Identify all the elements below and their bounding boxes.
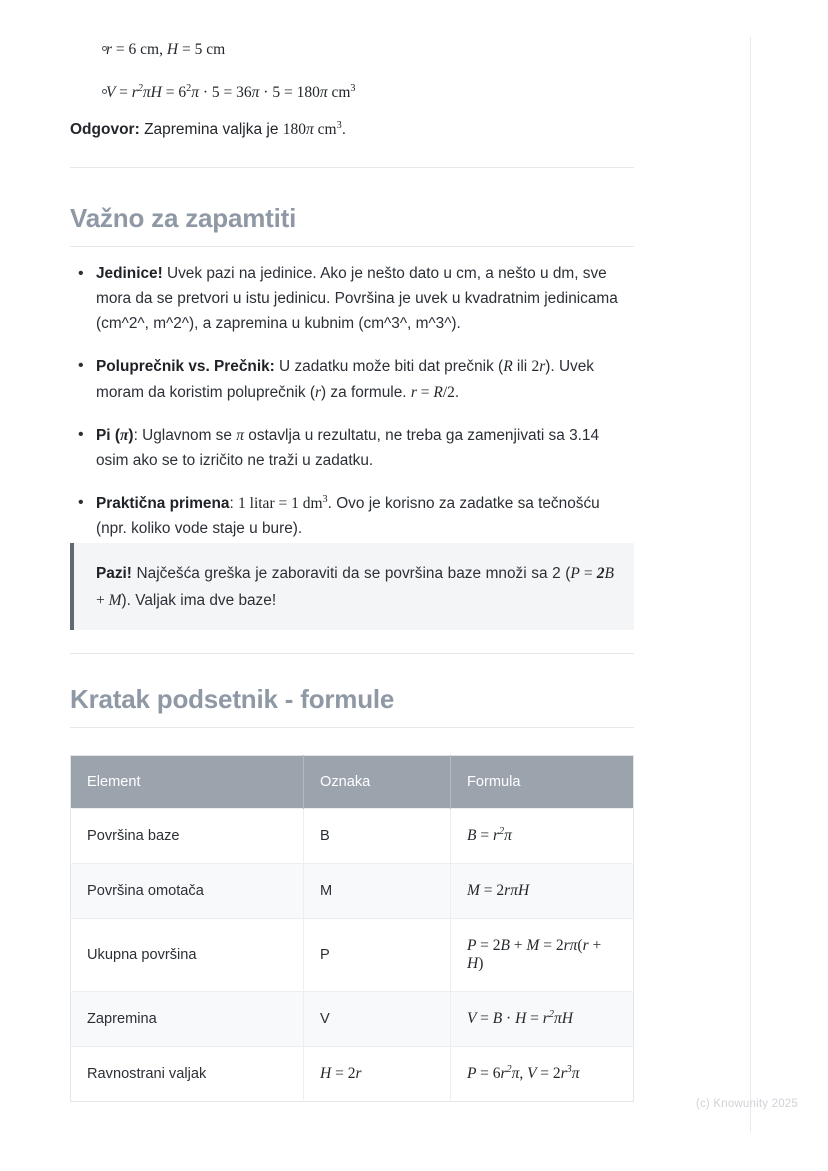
bullet-math-r-eq-R-2: r = R/2 bbox=[410, 383, 455, 401]
list-item bbox=[70, 354, 634, 406]
cell-oznaka: M bbox=[304, 864, 451, 919]
formula-total-area: P = 2B + M = 2rπ(r + H) bbox=[467, 937, 602, 972]
important-bullets-list bbox=[70, 262, 634, 542]
bullet-text-radius-5: . bbox=[454, 383, 460, 401]
column-header-formula: Formula bbox=[451, 756, 634, 809]
cell-element: Površina omotača bbox=[71, 864, 304, 919]
callout-text-2: ). Valjak ima dve baze! bbox=[121, 591, 277, 609]
answer-block bbox=[70, 118, 634, 142]
list-item bbox=[70, 262, 634, 337]
cell-element: Površina baze bbox=[71, 809, 304, 864]
important-bullets-block bbox=[70, 262, 634, 559]
formulas-table-block bbox=[70, 755, 634, 1102]
section-divider-top bbox=[70, 167, 634, 168]
answer-math: 180π $cm^3$ bbox=[282, 119, 342, 138]
bullet-lead-pi-symbol: π bbox=[119, 426, 129, 444]
formula-lateral-area: M = 2rπH bbox=[467, 882, 530, 899]
formula-base-area: $B = r^2\pi$ bbox=[467, 825, 512, 844]
bullet-math-r: r bbox=[314, 383, 322, 401]
list-item bbox=[70, 491, 634, 542]
solution-steps-list bbox=[70, 38, 634, 105]
bullet-text-practical-1: : bbox=[229, 494, 239, 512]
step-given-values: r = 6 cm, H = 5 cm bbox=[106, 41, 226, 58]
formulas-table bbox=[70, 755, 634, 1102]
bullet-math-2r: 2r bbox=[531, 357, 546, 375]
answer-text: Zapremina valjka je bbox=[144, 121, 283, 138]
step-volume-computation: $V = r^2\pi H = 6^2\pi \cdot 5 = 36\pi \cdot 5 = 180\pi$ $cm^3$ bbox=[106, 83, 356, 102]
bullet-text-radius-2: ili bbox=[512, 357, 532, 375]
bullet-lead-units: Jedinice! bbox=[96, 265, 163, 282]
bullet-math-liter: 1 litar = 1 $dm^3$ bbox=[238, 493, 328, 512]
bullet-math-pi: π bbox=[236, 426, 244, 444]
page-gutter-line bbox=[750, 37, 751, 1132]
cell-element: Ukupna površina bbox=[71, 919, 304, 992]
list-item bbox=[70, 81, 634, 104]
formula-volume: $V = B \cdot H = r^2\pi H$ bbox=[467, 1008, 573, 1027]
important-section bbox=[70, 203, 634, 247]
formula-equilateral: $P = 6r^2\pi$, $V = 2r^3\pi$ bbox=[467, 1063, 580, 1082]
warning-callout-block bbox=[70, 543, 634, 630]
bullet-math-R: R bbox=[503, 357, 513, 375]
cell-formula bbox=[451, 809, 634, 864]
cell-formula bbox=[451, 919, 634, 992]
page-title-formulas: Kratak podsetnik - formule bbox=[70, 684, 634, 728]
cell-element: Zapremina bbox=[71, 992, 304, 1047]
bullet-text-pi-2: ostavlja u rezultatu, ne treba ga zamenjivati sa 3.14 osim ako se to izričito ne traži u zadatku. bbox=[96, 426, 600, 469]
callout-lead: Pazi! bbox=[96, 565, 132, 582]
column-header-oznaka: Oznaka bbox=[304, 756, 451, 809]
list-item bbox=[70, 423, 634, 474]
cell-formula bbox=[451, 1047, 634, 1102]
bullet-text-radius-1: U zadatku može biti dat prečnik ( bbox=[274, 357, 504, 375]
bullet-lead-radius: Poluprečnik vs. Prečnik: bbox=[96, 357, 275, 375]
bullet-lead-practical: Praktična primena bbox=[96, 494, 230, 512]
table-row bbox=[71, 919, 634, 992]
formulas-section bbox=[70, 684, 634, 728]
table-header-row bbox=[71, 756, 634, 809]
cell-formula bbox=[451, 864, 634, 919]
callout-text-1: Najčešća greška je zaboraviti da se površina baze množi sa 2 ( bbox=[131, 565, 571, 582]
bullet-text-radius-4: ) za formule. bbox=[321, 383, 411, 401]
list-item bbox=[70, 38, 634, 61]
bullet-text-pi-1: : Uglavnom se bbox=[133, 426, 237, 444]
callout-math-formula: P = 2B + M bbox=[96, 565, 614, 609]
bullet-lead-pi-close: ) bbox=[128, 426, 134, 444]
footer-copyright: (c) Knowunity 2025 bbox=[695, 1098, 798, 1110]
bullet-text-units: Uvek pazi na jedinice. Ako je nešto dato u cm, a nešto u dm, sve mora da se pretvori u istu jedinicu. Površina je uvek u kvadratnim jedinicama (cm^2^, m^2^), a zapremina u kubnim (cm^3^, m^3^). bbox=[96, 265, 618, 332]
oznaka-equilateral: H = 2r bbox=[320, 1065, 362, 1082]
cell-oznaka bbox=[304, 1047, 451, 1102]
page-title-important: Važno za zapamtiti bbox=[70, 203, 634, 247]
answer-paragraph bbox=[70, 118, 634, 142]
cell-oznaka: P bbox=[304, 919, 451, 992]
table-row bbox=[71, 1047, 634, 1102]
bullet-lead-pi: Pi ( bbox=[96, 426, 120, 444]
bullet-text-practical-2: . Ovo je korisno za zadatke sa tečnošću (npr. koliko vode staje u bure). bbox=[96, 494, 600, 537]
answer-label: Odgovor: bbox=[70, 121, 140, 138]
table-head bbox=[71, 756, 634, 809]
table-row bbox=[71, 864, 634, 919]
column-header-element: Element bbox=[71, 756, 304, 809]
cell-oznaka: V bbox=[304, 992, 451, 1047]
table-body bbox=[71, 809, 634, 1102]
table-row bbox=[71, 992, 634, 1047]
cell-formula bbox=[451, 992, 634, 1047]
section-divider-bottom bbox=[70, 653, 634, 654]
cell-oznaka: B bbox=[304, 809, 451, 864]
answer-tail: . bbox=[341, 121, 347, 138]
table-row bbox=[71, 809, 634, 864]
horizontal-rule bbox=[70, 167, 634, 168]
bullet-text-radius-3: ). Uvek moram da koristim poluprečnik ( bbox=[96, 357, 595, 401]
solution-steps-block bbox=[70, 38, 634, 125]
warning-callout bbox=[70, 543, 634, 630]
cell-element: Ravnostrani valjak bbox=[71, 1047, 304, 1102]
horizontal-rule bbox=[70, 653, 634, 654]
